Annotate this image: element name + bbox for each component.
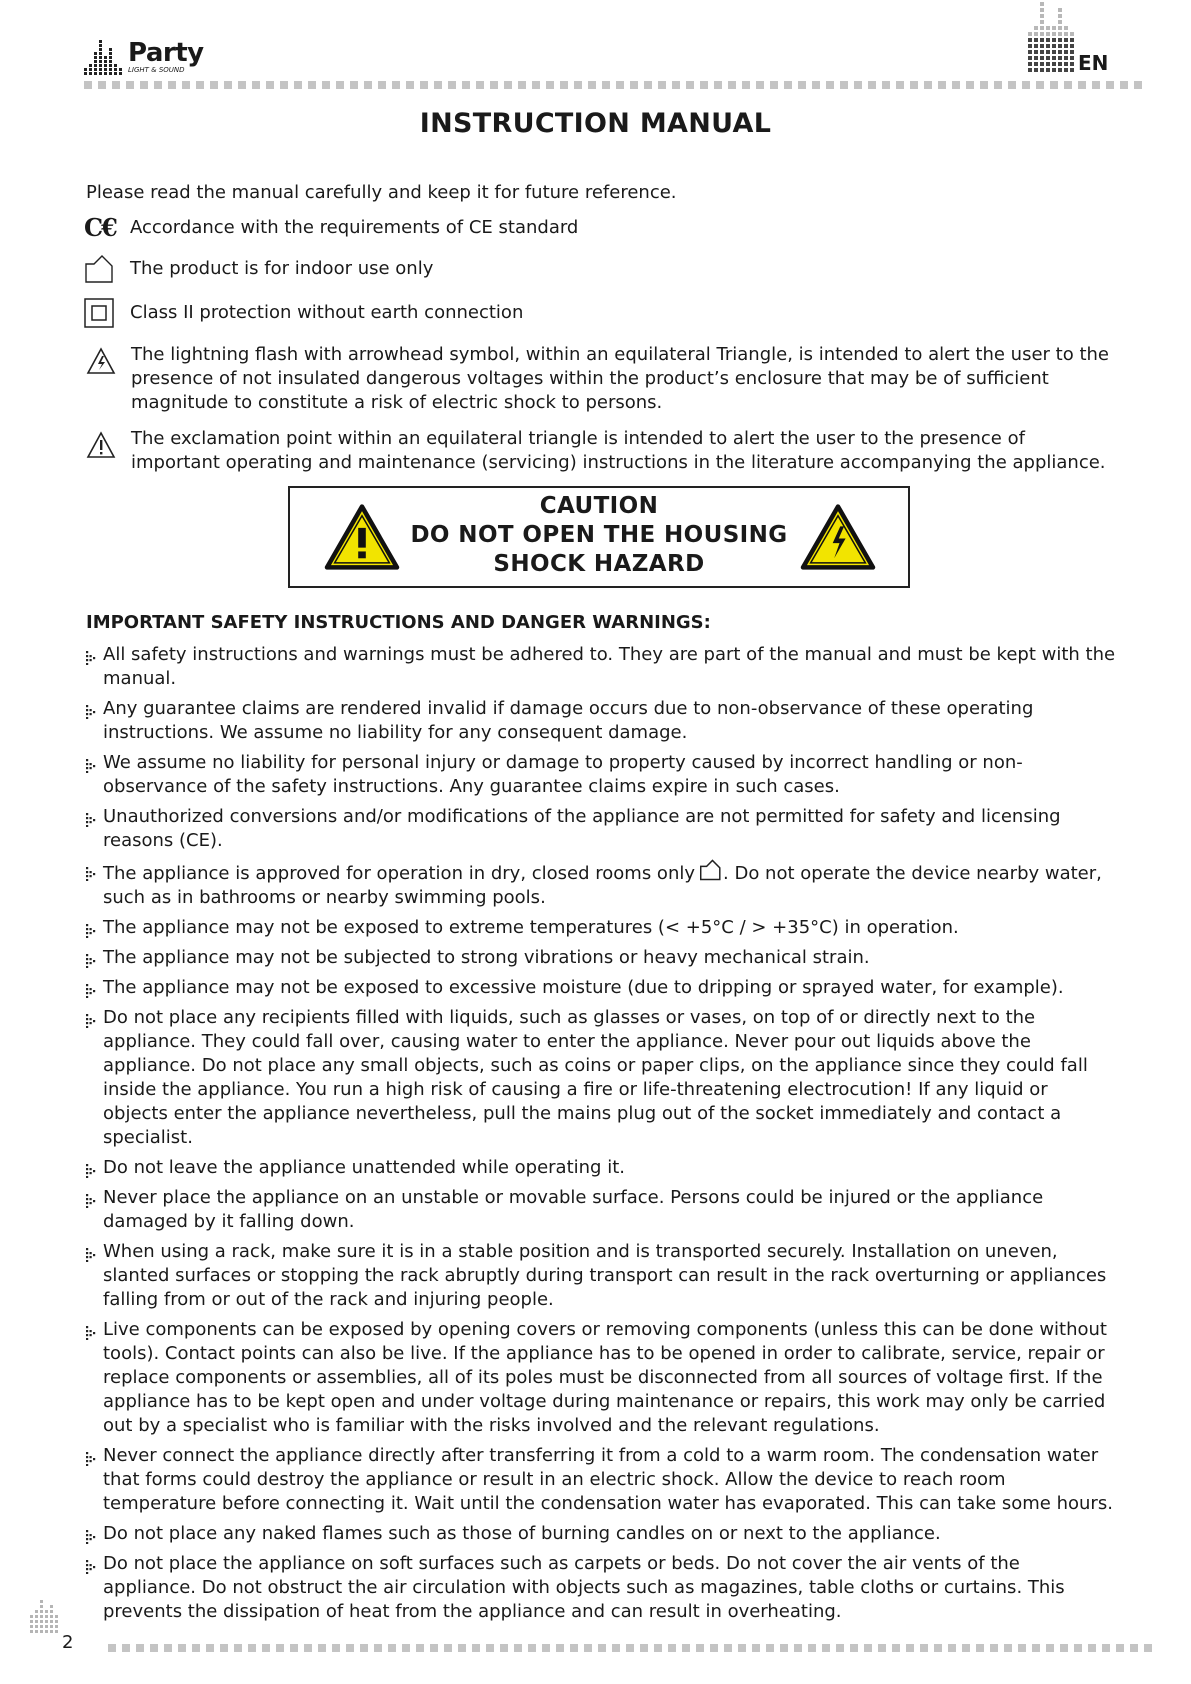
brand-word: Party bbox=[128, 38, 204, 68]
page-number: 2 bbox=[62, 1632, 74, 1653]
divider-dot bbox=[934, 1644, 942, 1652]
caution-line-1: CAUTION bbox=[539, 493, 659, 519]
divider-dot bbox=[878, 1644, 886, 1652]
divider-dot bbox=[1106, 81, 1114, 89]
divider-dot bbox=[318, 1644, 326, 1652]
divider-dot bbox=[336, 81, 344, 89]
divider-dot bbox=[308, 81, 316, 89]
divider-dot bbox=[458, 1644, 466, 1652]
intro-text: Please read the manual carefully and keep it for future reference. bbox=[86, 182, 677, 203]
divider-dot bbox=[710, 1644, 718, 1652]
divider-dot bbox=[574, 81, 582, 89]
divider-dot bbox=[896, 81, 904, 89]
divider-dot bbox=[248, 1644, 256, 1652]
bullet-text: The appliance is approved for operation in dry, closed rooms only bbox=[103, 863, 696, 884]
class-ii-icon bbox=[84, 298, 114, 328]
ce-mark-icon: C€ bbox=[84, 213, 116, 242]
divider-dot bbox=[906, 1644, 914, 1652]
divider-dot bbox=[584, 1644, 592, 1652]
bullet-icon bbox=[86, 921, 96, 945]
divider-dot bbox=[430, 1644, 438, 1652]
divider-dot bbox=[924, 81, 932, 89]
divider-dot bbox=[560, 81, 568, 89]
symbol-row-ce bbox=[84, 213, 579, 242]
exclamation-warning-icon bbox=[324, 493, 400, 581]
bullet-icon bbox=[86, 951, 96, 975]
divider-dot bbox=[682, 1644, 690, 1652]
divider-dot bbox=[112, 81, 120, 89]
divider-dot bbox=[766, 1644, 774, 1652]
lightning-warning-paragraph bbox=[86, 343, 1111, 415]
divider-dot bbox=[920, 1644, 928, 1652]
divider-dot bbox=[518, 81, 526, 89]
divider-dot bbox=[210, 81, 218, 89]
lightning-text: The lightning flash with arrowhead symbol, within an equilateral Triangle, is intended to alert the user to the presence of not insulated dangerous voltages within the product’s enclosure that may be of sufficient magnitude to constitute a risk of electric shock to persons. bbox=[131, 344, 1109, 413]
bullet-icon bbox=[86, 702, 96, 726]
divider-dot bbox=[654, 1644, 662, 1652]
divider-dot bbox=[1120, 81, 1128, 89]
divider-dot bbox=[150, 1644, 158, 1652]
divider-dot bbox=[644, 81, 652, 89]
divider-dot bbox=[854, 81, 862, 89]
bullet-text: Do not place any naked flames such as those of burning candles on or next to the appliance. bbox=[103, 1523, 941, 1544]
divider-dot bbox=[472, 1644, 480, 1652]
divider-dot bbox=[486, 1644, 494, 1652]
divider-dot bbox=[850, 1644, 858, 1652]
divider-dot bbox=[994, 81, 1002, 89]
divider-dot bbox=[154, 81, 162, 89]
list-item bbox=[86, 859, 1116, 910]
divider-dot bbox=[504, 81, 512, 89]
bullet-text: Live components can be exposed by opening covers or removing components (unless this can be done without tools). Contact points can also be live. If the appliance has to be opened in order to calibrate, service, repair or replace components or assemblies, all of its poles must be disconnected from all sources of voltage first. If the appliance has to be kept open and under voltage during maintenance or repairs, this work may only be carried out by a specialist who is familiar with the risks involved and the relevant regulations. bbox=[103, 1319, 1107, 1436]
divider-dot bbox=[322, 81, 330, 89]
divider-dot bbox=[948, 1644, 956, 1652]
divider-dot bbox=[1064, 81, 1072, 89]
divider-dot bbox=[402, 1644, 410, 1652]
bullet-icon bbox=[86, 1323, 96, 1347]
divider-dot bbox=[290, 1644, 298, 1652]
safety-instructions-list bbox=[86, 643, 1116, 1630]
divider-dot bbox=[406, 81, 414, 89]
divider-dot bbox=[416, 1644, 424, 1652]
divider-dot bbox=[612, 1644, 620, 1652]
safety-section-title: IMPORTANT SAFETY INSTRUCTIONS AND DANGER WARNINGS: bbox=[86, 612, 711, 633]
language-tag bbox=[1024, 0, 1144, 78]
divider-dot bbox=[276, 1644, 284, 1652]
divider-dot bbox=[696, 1644, 704, 1652]
divider-dot bbox=[1004, 1644, 1012, 1652]
divider-dot bbox=[388, 1644, 396, 1652]
divider-dot bbox=[836, 1644, 844, 1652]
divider-dot bbox=[168, 81, 176, 89]
divider-dot bbox=[1032, 1644, 1040, 1652]
divider-dot bbox=[938, 81, 946, 89]
divider-dot bbox=[668, 1644, 676, 1652]
divider-dot bbox=[500, 1644, 508, 1652]
list-item bbox=[86, 1318, 1116, 1438]
divider-dot bbox=[164, 1644, 172, 1652]
bullet-text-continued: . Do not operate the device nearby water, such as in bathrooms or nearby swimming pools. bbox=[103, 863, 1102, 908]
divider-dot bbox=[630, 81, 638, 89]
divider-dot bbox=[420, 81, 428, 89]
divider-dot bbox=[108, 1644, 116, 1652]
divider-dot bbox=[686, 81, 694, 89]
divider-dot bbox=[234, 1644, 242, 1652]
divider-dot bbox=[980, 81, 988, 89]
bullet-text: Never connect the appliance directly after transferring it from a cold to a warm room. The condensation water that forms could destroy the appliance or result in an electric shock. Allow the device to reach room temperature before connecting it. Wait until the condensation water has evaporated. This can take some hours. bbox=[103, 1445, 1113, 1514]
list-item bbox=[86, 1444, 1116, 1516]
footer-equalizer-icon bbox=[28, 1598, 62, 1638]
divider-dot bbox=[752, 1644, 760, 1652]
divider-dot bbox=[514, 1644, 522, 1652]
divider-dot bbox=[196, 81, 204, 89]
divider-dot bbox=[602, 81, 610, 89]
divider-dot bbox=[822, 1644, 830, 1652]
divider-dot bbox=[220, 1644, 228, 1652]
divider-dot bbox=[700, 81, 708, 89]
divider-dot bbox=[266, 81, 274, 89]
house-icon bbox=[699, 859, 723, 881]
caution-box bbox=[288, 486, 910, 588]
divider-dot bbox=[462, 81, 470, 89]
divider-dot bbox=[84, 81, 92, 89]
divider-dot bbox=[990, 1644, 998, 1652]
divider-dot bbox=[1050, 81, 1058, 89]
divider-dot bbox=[374, 1644, 382, 1652]
exclamation-triangle-icon bbox=[86, 431, 116, 459]
divider-dot bbox=[794, 1644, 802, 1652]
high-voltage-warning-icon bbox=[800, 493, 876, 581]
divider-dot bbox=[350, 81, 358, 89]
divider-dot bbox=[1074, 1644, 1082, 1652]
equalizer-logo-icon bbox=[84, 38, 124, 76]
bullet-icon bbox=[86, 810, 96, 834]
bullet-icon bbox=[86, 1557, 96, 1581]
bullet-icon bbox=[86, 1011, 96, 1035]
divider-dot bbox=[840, 81, 848, 89]
divider-dot bbox=[262, 1644, 270, 1652]
divider-dot bbox=[1060, 1644, 1068, 1652]
list-item bbox=[86, 1522, 1116, 1546]
divider-dot bbox=[966, 81, 974, 89]
divider-dot bbox=[1018, 1644, 1026, 1652]
divider-dot bbox=[178, 1644, 186, 1652]
bullet-text: Do not leave the appliance unattended while operating it. bbox=[103, 1157, 625, 1178]
header-divider bbox=[84, 80, 1144, 90]
divider-dot bbox=[808, 1644, 816, 1652]
language-code: EN bbox=[1078, 51, 1109, 75]
symbol-label: Class II protection without earth connection bbox=[130, 302, 524, 323]
divider-dot bbox=[952, 81, 960, 89]
divider-dot bbox=[556, 1644, 564, 1652]
divider-dot bbox=[1092, 81, 1100, 89]
divider-dot bbox=[532, 81, 540, 89]
symbol-label: Accordance with the requirements of CE standard bbox=[130, 217, 579, 238]
list-item bbox=[86, 643, 1116, 691]
divider-dot bbox=[546, 81, 554, 89]
divider-dot bbox=[448, 81, 456, 89]
list-item bbox=[86, 1552, 1116, 1624]
divider-dot bbox=[780, 1644, 788, 1652]
divider-dot bbox=[434, 81, 442, 89]
divider-dot bbox=[206, 1644, 214, 1652]
bullet-icon bbox=[86, 981, 96, 1005]
symbol-label: The product is for indoor use only bbox=[130, 258, 434, 279]
divider-dot bbox=[910, 81, 918, 89]
divider-dot bbox=[252, 81, 260, 89]
divider-dot bbox=[476, 81, 484, 89]
divider-dot bbox=[182, 81, 190, 89]
divider-dot bbox=[542, 1644, 550, 1652]
symbol-row-indoor bbox=[84, 254, 433, 284]
list-item bbox=[86, 1006, 1116, 1150]
divider-dot bbox=[1036, 81, 1044, 89]
list-item bbox=[86, 946, 1116, 970]
divider-dot bbox=[962, 1644, 970, 1652]
divider-dot bbox=[346, 1644, 354, 1652]
divider-dot bbox=[392, 81, 400, 89]
divider-dot bbox=[724, 1644, 732, 1652]
divider-dot bbox=[192, 1644, 200, 1652]
bullet-icon bbox=[86, 1449, 96, 1473]
bullet-icon bbox=[86, 1527, 96, 1551]
bullet-text: Unauthorized conversions and/or modifications of the appliance are not permitted for safety and licensing reasons (CE). bbox=[103, 806, 1061, 851]
divider-dot bbox=[1022, 81, 1030, 89]
divider-dot bbox=[332, 1644, 340, 1652]
divider-dot bbox=[1078, 81, 1086, 89]
brand-subtitle: LIGHT & SOUND bbox=[128, 66, 185, 74]
bullet-icon bbox=[86, 756, 96, 780]
divider-dot bbox=[1116, 1644, 1124, 1652]
divider-dot bbox=[1088, 1644, 1096, 1652]
divider-dot bbox=[238, 81, 246, 89]
divider-dot bbox=[882, 81, 890, 89]
exclamation-text: The exclamation point within an equilateral triangle is intended to alert the user to the presence of important operating and maintenance (servicing) instructions in the literature accompanying the appliance. bbox=[131, 428, 1106, 473]
list-item bbox=[86, 1240, 1116, 1312]
bullet-icon bbox=[86, 1161, 96, 1185]
bullet-text: Do not place any recipients filled with liquids, such as glasses or vases, on top of or directly next to the appliance. They could fall over, causing water to enter the appliance. Never pour out liquids above the appliance. Do not place any small objects, such as coins or paper clips, on the appliance since they could fall inside the appliance. You run a high risk of causing a fire or life-threatening electrocution! If any liquid or objects enter the appliance nevertheless, pull the mains plug out of the socket immediately and contact a specialist. bbox=[103, 1007, 1088, 1148]
list-item bbox=[86, 805, 1116, 853]
bullet-text: All safety instructions and warnings must be adhered to. They are part of the manual and must be kept with the manual. bbox=[103, 644, 1116, 689]
bullet-icon bbox=[86, 648, 96, 672]
divider-dot bbox=[528, 1644, 536, 1652]
divider-dot bbox=[770, 81, 778, 89]
bullet-icon bbox=[86, 1245, 96, 1269]
bullet-text: Do not place the appliance on soft surfaces such as carpets or beds. Do not cover the air vents of the appliance. Do not obstruct the air circulation with objects such as magazines, table cloths or curtains. This prevents the dissipation of heat from the appliance and can result in overheating. bbox=[103, 1553, 1065, 1622]
divider-dot bbox=[1008, 81, 1016, 89]
page-title: INSTRUCTION MANUAL bbox=[419, 108, 772, 139]
divider-dot bbox=[294, 81, 302, 89]
bullet-text: The appliance may not be subjected to strong vibrations or heavy mechanical strain. bbox=[103, 947, 870, 968]
divider-dot bbox=[1130, 1644, 1138, 1652]
list-item bbox=[86, 1186, 1116, 1234]
divider-dot bbox=[756, 81, 764, 89]
divider-dot bbox=[304, 1644, 312, 1652]
divider-dot bbox=[738, 1644, 746, 1652]
bullet-text: Never place the appliance on an unstable or movable surface. Persons could be injured or the appliance damaged by it falling down. bbox=[103, 1187, 1044, 1232]
divider-dot bbox=[812, 81, 820, 89]
divider-dot bbox=[1144, 1644, 1152, 1652]
divider-dot bbox=[1046, 1644, 1054, 1652]
exclamation-warning-paragraph bbox=[86, 427, 1111, 475]
house-icon bbox=[84, 254, 116, 284]
divider-dot bbox=[742, 81, 750, 89]
divider-dot bbox=[784, 81, 792, 89]
list-item bbox=[86, 697, 1116, 745]
divider-dot bbox=[826, 81, 834, 89]
equalizer-dots-icon bbox=[1028, 0, 1076, 74]
divider-dot bbox=[892, 1644, 900, 1652]
caution-line-3: SHOCK HAZARD bbox=[493, 551, 705, 577]
brand-logo bbox=[84, 32, 214, 78]
bullet-text: The appliance may not be exposed to excessive moisture (due to dripping or sprayed water, for example). bbox=[103, 977, 1064, 998]
divider-dot bbox=[626, 1644, 634, 1652]
list-item bbox=[86, 976, 1116, 1000]
divider-dot bbox=[864, 1644, 872, 1652]
bullet-text: We assume no liability for personal injury or damage to property caused by incorrect handling or non-observance of the safety instructions. Any guarantee claims expire in such cases. bbox=[103, 752, 1023, 797]
divider-dot bbox=[136, 1644, 144, 1652]
list-item bbox=[86, 751, 1116, 799]
divider-dot bbox=[360, 1644, 368, 1652]
lightning-triangle-icon bbox=[86, 347, 116, 375]
divider-dot bbox=[598, 1644, 606, 1652]
bullet-text: When using a rack, make sure it is in a stable position and is transported securely. Installation on uneven, slanted surfaces or stopping the rack abruptly during transport can result in the rack overturning or appliances falling from or out of the rack and injuring people. bbox=[103, 1241, 1107, 1310]
divider-dot bbox=[224, 81, 232, 89]
divider-dot bbox=[658, 81, 666, 89]
divider-dot bbox=[588, 81, 596, 89]
divider-dot bbox=[570, 1644, 578, 1652]
divider-dot bbox=[672, 81, 680, 89]
bullet-text: The appliance may not be exposed to extreme temperatures (< +5°C / > +35°C) in operation. bbox=[103, 917, 959, 938]
caution-line-2: DO NOT OPEN THE HOUSING bbox=[410, 522, 788, 548]
divider-dot bbox=[868, 81, 876, 89]
divider-dot bbox=[280, 81, 288, 89]
divider-dot bbox=[728, 81, 736, 89]
divider-dot bbox=[640, 1644, 648, 1652]
footer-divider bbox=[108, 1643, 1158, 1653]
divider-dot bbox=[616, 81, 624, 89]
bullet-icon bbox=[86, 1191, 96, 1215]
list-item bbox=[86, 1156, 1116, 1180]
divider-dot bbox=[126, 81, 134, 89]
symbol-row-class-ii bbox=[84, 298, 523, 328]
divider-dot bbox=[714, 81, 722, 89]
divider-dot bbox=[444, 1644, 452, 1652]
divider-dot bbox=[1134, 81, 1142, 89]
divider-dot bbox=[140, 81, 148, 89]
divider-dot bbox=[98, 81, 106, 89]
divider-dot bbox=[976, 1644, 984, 1652]
divider-dot bbox=[798, 81, 806, 89]
bullet-text: Any guarantee claims are rendered invalid if damage occurs due to non-observance of these operating instructions. We assume no liability for any consequent damage. bbox=[103, 698, 1034, 743]
divider-dot bbox=[364, 81, 372, 89]
list-item bbox=[86, 916, 1116, 940]
divider-dot bbox=[490, 81, 498, 89]
bullet-icon bbox=[86, 864, 96, 888]
divider-dot bbox=[1102, 1644, 1110, 1652]
divider-dot bbox=[378, 81, 386, 89]
divider-dot bbox=[122, 1644, 130, 1652]
caution-text bbox=[400, 492, 798, 579]
